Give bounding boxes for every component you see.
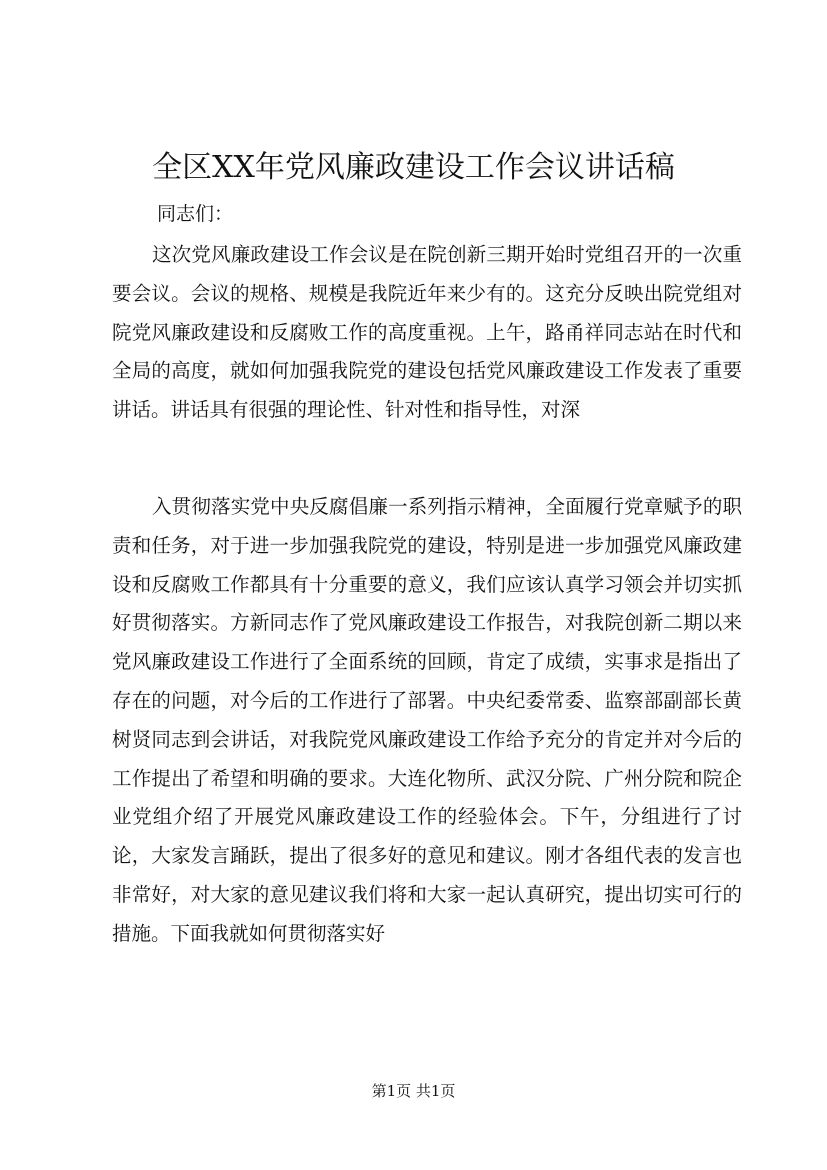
paragraph-1: 这次党风廉政建设工作会议是在院创新三期开始时党组召开的一次重要会议。会议的规格、规模是我院近年来少有的。这充分反映出院党组对院党风廉政建设和反腐败工作的高度重视。上午，路甬祥同志站在时代和全局的高度，就如何加强我院党的建设包括党风廉政建设工作发表了重要讲话。讲话具有很强的理论性、针对性和指导性，对深 [112,243,742,422]
page-footer: 第1页 共1页 [371,1082,456,1100]
paragraph-2: 入贯彻落实党中央反腐倡廉一系列指示精神，全面履行党章赋予的职责和任务，对于进一步加强我院党的建设，特别是进一步加强党风廉政建设和反腐败工作都具有十分重要的意义，我们应该认真学习领会并切实抓好贯彻落实。方新同志作了党风廉政建设工作报告，对我院创新二期以来党风廉政建设工作进行了全面系统的回顾，肯定了成绩，实事求是指出了存在的问题，对今后的工作进行了部署。中央纪委常委、监察部副部长黄树贤同志到会讲话，对我院党风廉政建设工作给予充分的肯定并对今后的工作提出了希望和明确的要求。大连化物所、武汉分院、广州分院和院企业党组介绍了开展党风廉政建设工作的经验体会。下午，分组进行了讨论，大家发言踊跃，提出了很多好的意见和建议。刚才各组代表的发言也非常好，对大家的意见建议我们将和大家一起认真研究，提出切实可行的措施。下面我就如何贯彻落实好 [112,495,742,945]
document-title: 全区XX年党风廉政建设工作会议讲话稿 [152,150,675,185]
salutation: 同志们： [157,203,234,225]
